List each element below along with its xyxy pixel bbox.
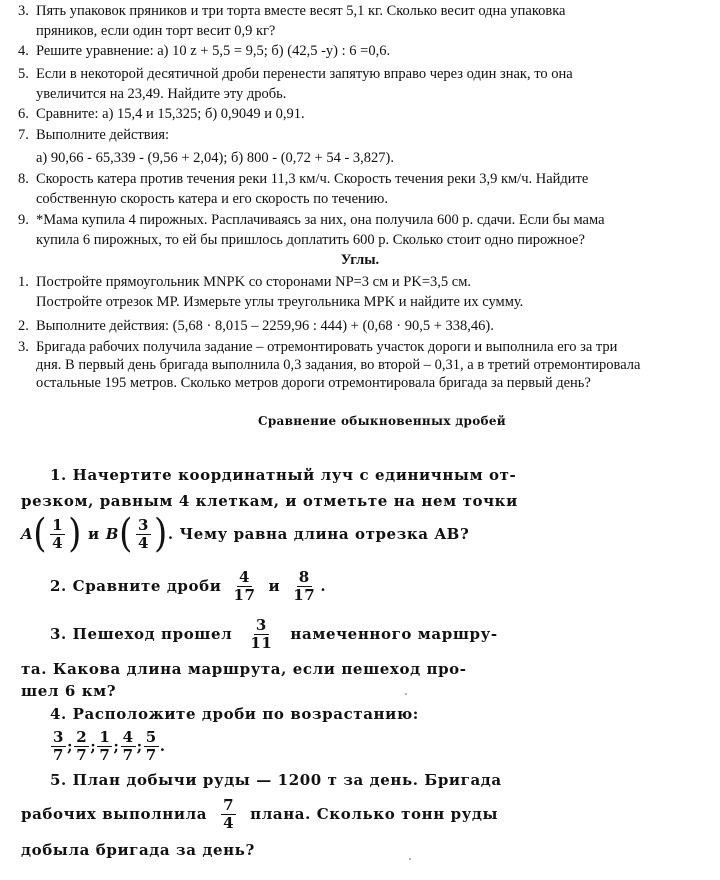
frac-task-5-line-3: добыла бригада за день? (21, 841, 255, 859)
fraction-4-7: $\frac{4}{7}$ (122, 727, 134, 764)
task-4: 4. Решите уравнение: а) 10 z + 5,5 = 9,5; б) (42,5 -у) : 6 =0,6. (18, 43, 391, 59)
task-7-expressions: а) 90,66 - 65,339 - (9,56 + 2,04); б) 800 - (0,72 + 54 - 3,827). (36, 150, 394, 166)
frac-task-3-line-2: та. Какова длина маршрута, если пешеход про- (21, 660, 467, 678)
speck (405, 693, 407, 695)
fraction-7-4: $\frac{7}{4}$ (223, 795, 235, 832)
point-a-label: A (21, 525, 34, 543)
fraction-3-11: $\frac{3}{11}$ (250, 615, 273, 652)
frac-task-2: 2. Сравните дроби $\frac{4}{17}$ и $\frac{8}{17}$ . (50, 567, 327, 604)
frac-task-1-line-2: резком, равным 4 клеткам, и отметьте на нем точки (21, 492, 518, 510)
fraction-8-17: $\frac{8}{17}$ (293, 567, 316, 604)
close-paren: ) (153, 511, 168, 557)
task-6: 6. Сравните: а) 15,4 и 15,325; б) 0,9049 и 0,91. (18, 106, 305, 122)
fraction-3-7: $\frac{3}{7}$ (53, 727, 65, 764)
frac-task-3-line-1: 3. Пешеход прошел $\frac{3}{11}$ намеченного маршру- (50, 615, 498, 652)
angles-task-3: 3. Бригада рабочих получила задание – отремонтировать участок дороги и выполнила его за три дня. В первый день бригада выполнила 0,3 задания, во второй – 0,31, а в третий отремонтировала остальные 195 метров. Сколько метров дороги отремонтировала бригада за первый день? (18, 339, 641, 391)
fraction-a: $\frac{1}{4}$ (52, 515, 64, 552)
frac-task-1-line-1: 1. Начертите координатный луч с единичным от- (50, 466, 517, 484)
angles-task-1: 1. Постройте прямоугольник MNPK со сторонами NP=3 см и PK=3,5 см. Постройте отрезок MP. Измерьте углы треугольника MPK и найдите их сумму. (18, 274, 524, 310)
frac-task-5-line-2: рабочих выполнила $\frac{7}{4}$ плана. Сколько тонн руды (21, 795, 499, 832)
fraction-5-7: $\frac{5}{7}$ (145, 727, 157, 764)
open-paren: ( (33, 511, 48, 557)
frac-task-5-line-1: 5. План добычи руды — 1200 т за день. Бригада (50, 771, 502, 789)
frac-task-4-title: 4. Расположите дроби по возрастанию: (50, 705, 419, 723)
point-b-label: B (105, 525, 120, 543)
open-paren: ( (119, 511, 133, 557)
task-3: 3. Пять упаковок пряников и три торта вместе весят 5,1 кг. Сколько весит одна упаковка пряников, если один торт весит 0,9 кг? (18, 3, 566, 39)
angles-heading: Углы. (340, 252, 380, 268)
frac-task-1-line-3: A ( $\frac{1}{4}$ ) и B ( $\frac{3}{4}$ ) . Чему равна длина отрезка AB? (21, 511, 470, 557)
task-9: 9. *Мама купила 4 пирожных. Расплачиваясь за них, она получила 600 р. сдачи. Если бы мама купила 6 пирожных, то ей бы пришлось доплатить 600 р. Сколько стоит одно пирожное? (18, 212, 605, 248)
task-8: 8. Скорость катера против течения реки 11,3 км/ч. Скорость течения реки 3,9 км/ч. Найдите собственную скорость катера и его скорость по течению. (18, 171, 589, 207)
task-7: 7. Выполните действия: (18, 127, 170, 143)
speck (409, 858, 411, 860)
fractions-heading: Сравнение обыкновенных дробей (258, 414, 506, 428)
fraction-2-7: $\frac{2}{7}$ (76, 727, 88, 764)
angles-task-2: 2. Выполните действия: (5,68 · 8,015 – 2259,96 : 444) + (0,68 · 90,5 + 338,46). (18, 318, 494, 334)
frac-task-3-line-3: шел 6 км? (21, 682, 117, 700)
fraction-4-17: $\frac{4}{17}$ (233, 567, 256, 604)
frac-task-4-fractions: $\frac{3}{7}$ ; $\frac{2}{7}$ ; $\frac{1}{7}$ ; $\frac{4}{7}$ ; $\frac{5}{7}$ . (53, 727, 166, 764)
fraction-b: $\frac{3}{4}$ (137, 515, 149, 552)
fraction-1-7: $\frac{1}{7}$ (99, 727, 111, 764)
close-paren: ) (68, 511, 83, 557)
task-5: 5. Если в некоторой десятичной дроби перенести запятую вправо через один знак, то она увеличится на 23,49. Найдите эту дробь. (18, 66, 573, 102)
